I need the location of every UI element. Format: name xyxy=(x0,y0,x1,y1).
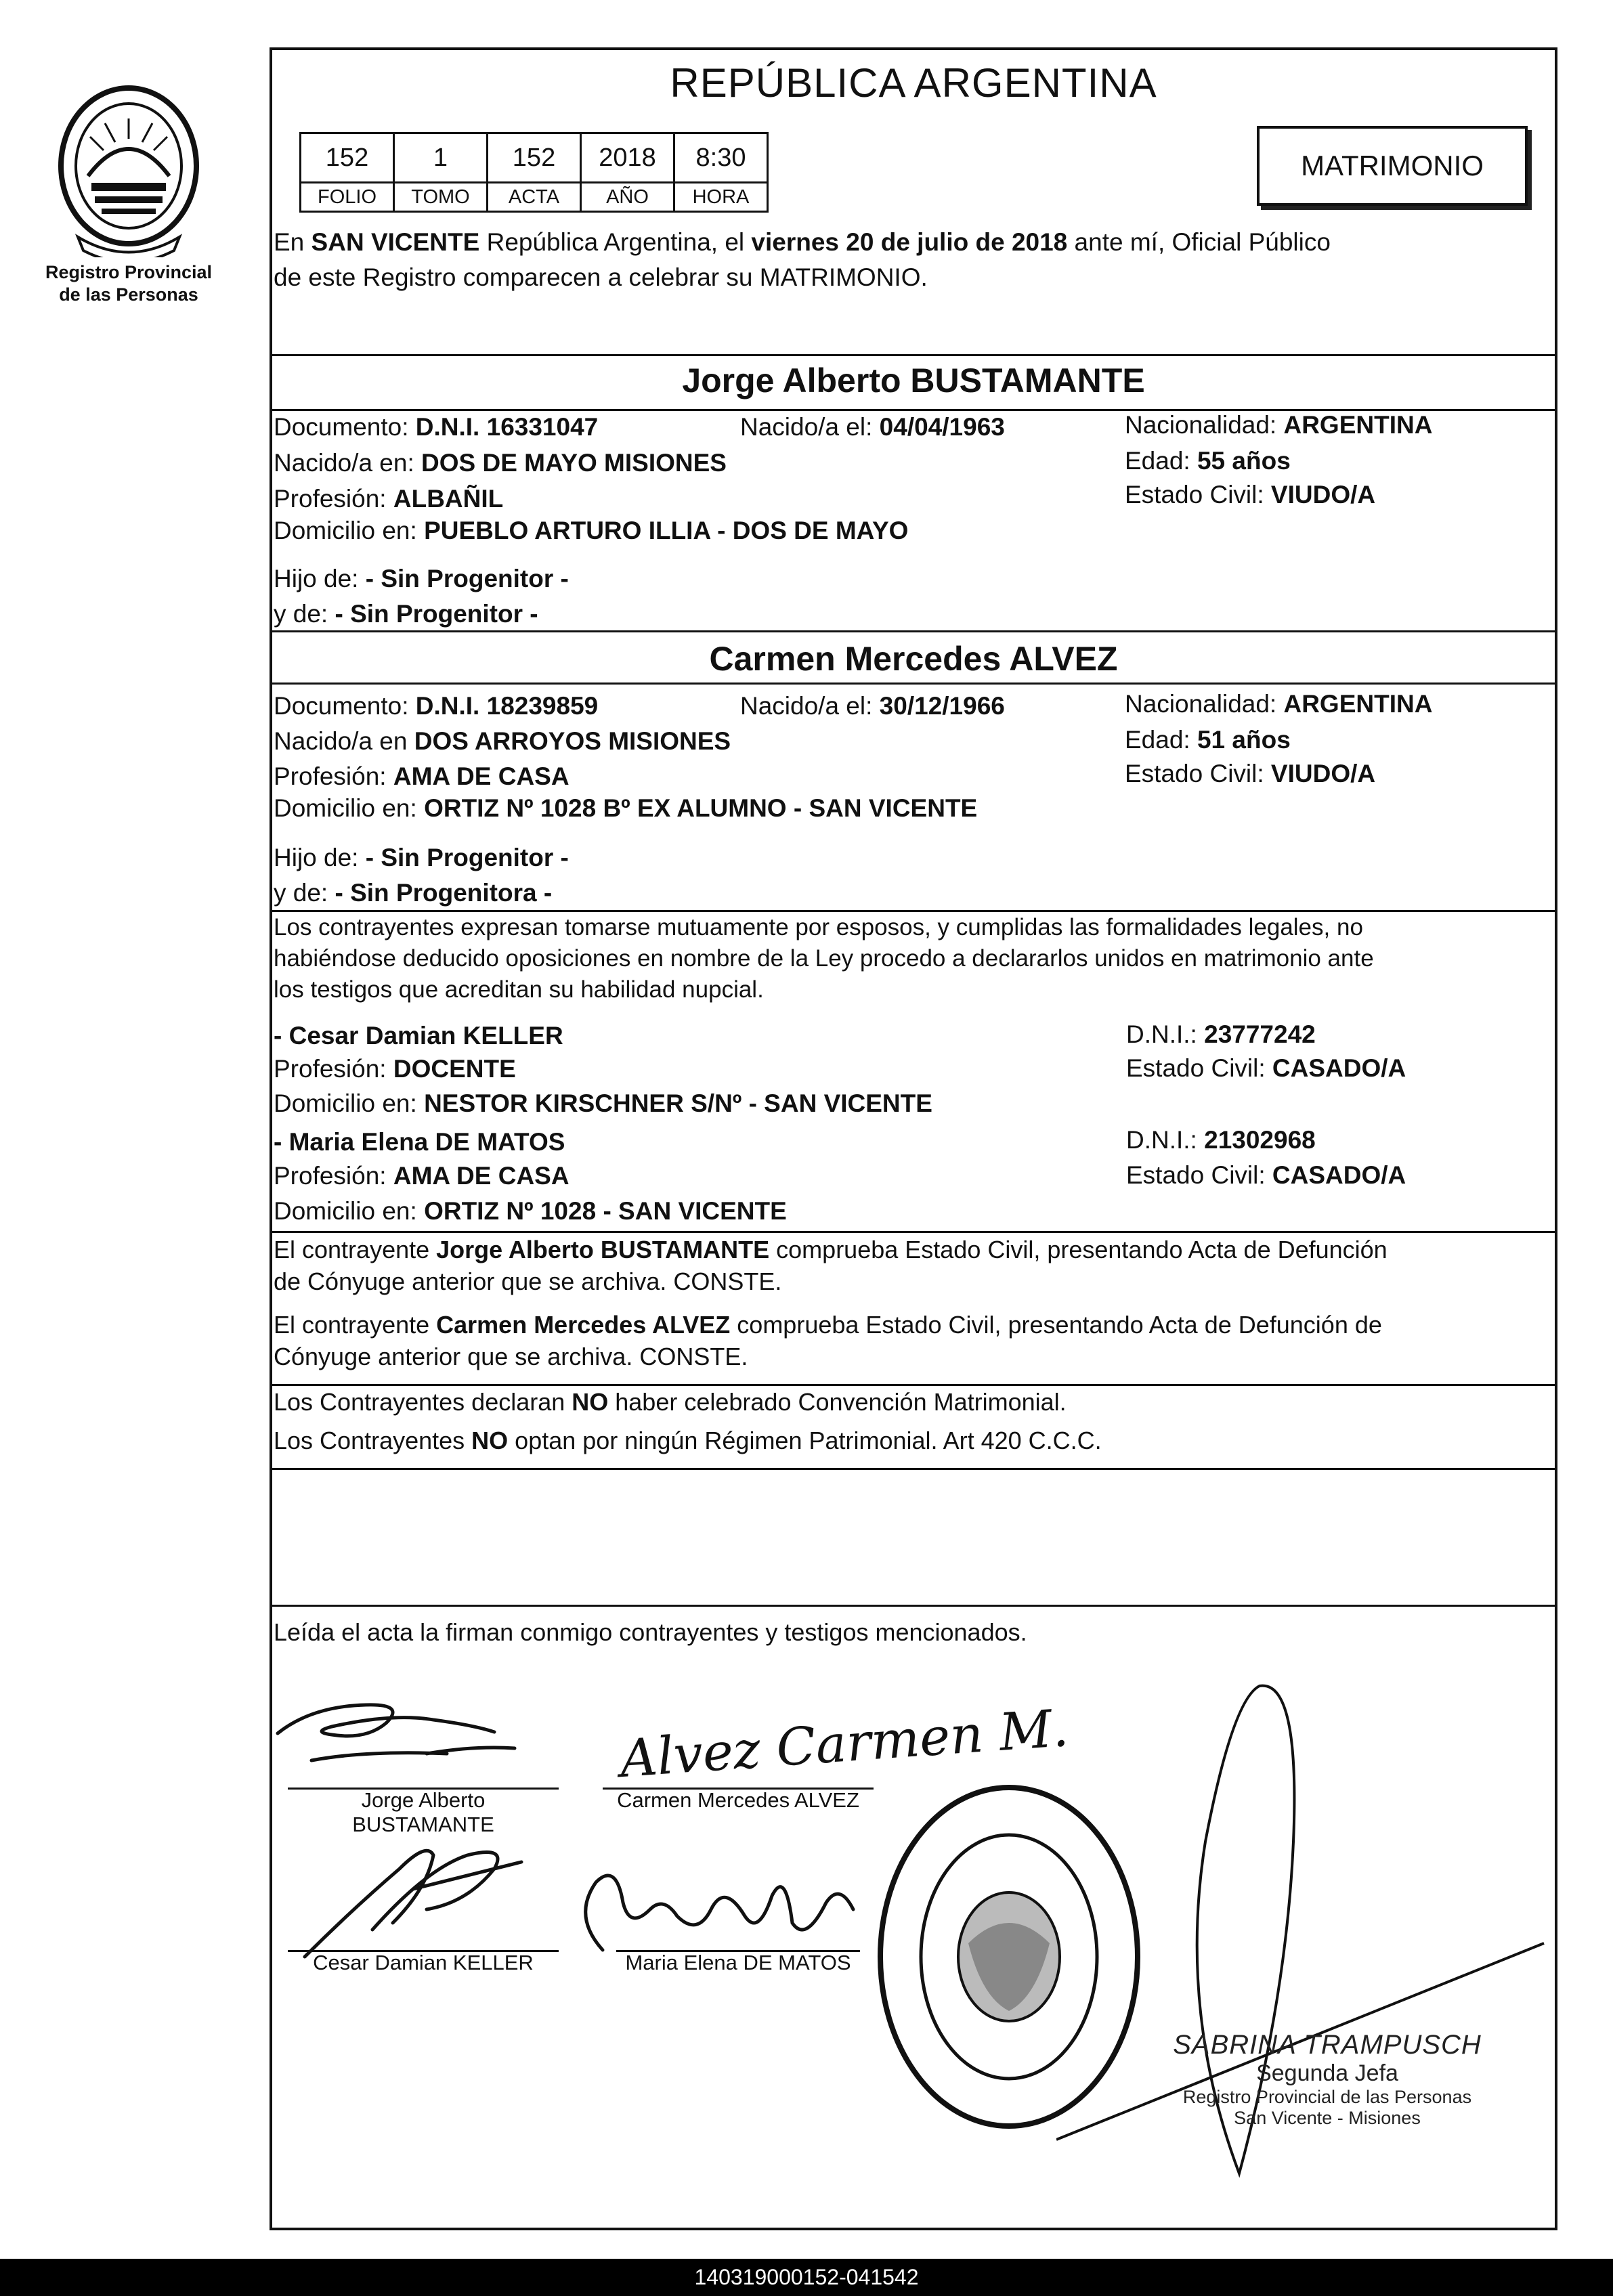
note-2-line-2: Cónyuge anterior que se archiva. CONSTE. xyxy=(274,1343,748,1370)
intro-line-2: de este Registro comparecen a celebrar su MATRIMONIO. xyxy=(274,263,928,291)
signature-alvez-handwriting: Alvez Carmen M. xyxy=(618,1697,1071,1790)
intro-line-1: En SAN VICENTE República Argentina, el viernes 20 de julio de 2018 ante mí, Oficial Público xyxy=(274,228,1331,256)
registry-logo xyxy=(27,81,230,306)
note-1-line-1: El contrayente Jorge Alberto BUSTAMANTE comprueba Estado Civil, presentando Acta de Defunción xyxy=(274,1236,1388,1263)
spouse1-birthplace: Nacido/a en: DOS DE MAYO MISIONES xyxy=(274,449,727,477)
note-1-line-2: de Cónyuge anterior que se archiva. CONSTE. xyxy=(274,1268,782,1295)
logo-caption: Registro Provincial de las Personas xyxy=(45,262,213,305)
spouse1-address: Domicilio en: PUEBLO ARTURO ILLIA - DOS DE MAYO xyxy=(274,517,909,544)
spouse2-name: Carmen Mercedes ALVEZ xyxy=(709,640,1118,678)
note-3: Los Contrayentes declaran NO haber celebrado Convención Matrimonial. xyxy=(274,1388,1067,1416)
spouse1-profession: Profesión: ALBAÑIL xyxy=(274,485,504,513)
tomo-value: 1 xyxy=(394,133,488,183)
spouse2-birthdate: Nacido/a el: 30/12/1966 xyxy=(740,692,1005,720)
note-4: Los Contrayentes NO optan por ningún Régimen Patrimonial. Art 420 C.C.C. xyxy=(274,1427,1102,1454)
signature-caption-keller: Cesar Damian KELLER xyxy=(313,1951,534,1974)
witness2-dni: D.N.I.: 21302968 xyxy=(1126,1126,1316,1154)
witness2-civil-status: Estado Civil: CASADO/A xyxy=(1126,1161,1406,1189)
declaration-line-3: los testigos que acreditan su habilidad nupcial. xyxy=(274,976,764,1003)
official-name: SABRINA TRAMPUSCH xyxy=(1173,2030,1482,2060)
divider xyxy=(270,630,1557,632)
tomo-label: TOMO xyxy=(394,183,488,212)
spouse1-birthdate: Nacido/a el: 04/04/1963 xyxy=(740,413,1005,441)
witness1-civil-status: Estado Civil: CASADO/A xyxy=(1126,1054,1406,1082)
spouse2-parent2: y de: - Sin Progenitora - xyxy=(274,879,553,907)
spouse1-civil-status: Estado Civil: VIUDO/A xyxy=(1125,481,1376,508)
spouse2-civil-status: Estado Civil: VIUDO/A xyxy=(1125,760,1376,787)
year-value: 2018 xyxy=(581,133,674,183)
spouse2-document: Documento: D.N.I. 18239859 xyxy=(274,692,599,720)
year-label: AÑO xyxy=(581,183,674,212)
record-meta-table xyxy=(299,132,769,213)
witness1-name: - Cesar Damian KELLER xyxy=(274,1022,563,1049)
declaration-line-2: habiéndose deducido oposiciones en nombre de la Ley procedo a declararlos unidos en matrimonio ante xyxy=(274,945,1374,972)
signature-keller-icon xyxy=(291,1828,549,1964)
closing-statement: Leída el acta la firman conmigo contrayentes y testigos mencionados. xyxy=(274,1618,1027,1646)
acta-label: ACTA xyxy=(488,183,581,212)
signature-de-matos-icon xyxy=(569,1855,867,1957)
divider xyxy=(270,1384,1557,1386)
official-office: San Vicente - Misiones xyxy=(1234,2108,1421,2128)
spouse1-parent1: Hijo de: - Sin Progenitor - xyxy=(274,565,569,592)
witness1-dni: D.N.I.: 23777242 xyxy=(1126,1020,1316,1048)
spouse2-age: Edad: 51 años xyxy=(1125,726,1291,754)
spouse2-parent1: Hijo de: - Sin Progenitor - xyxy=(274,844,569,871)
signature-caption-alvez: Carmen Mercedes ALVEZ xyxy=(617,1788,859,1812)
page-title: REPÚBLICA ARGENTINA xyxy=(670,60,1157,106)
divider xyxy=(270,1605,1557,1607)
misiones-seal-icon xyxy=(51,81,207,257)
folio-label: FOLIO xyxy=(301,183,394,212)
signature-caption-bustamante: Jorge Alberto BUSTAMANTE xyxy=(352,1788,494,1836)
declaration-line-1: Los contrayentes expresan tomarse mutuamente por esposos, y cumplidas las formalidades legales, no xyxy=(274,914,1363,940)
spouse1-parent2: y de: - Sin Progenitor - xyxy=(274,600,538,628)
spouse1-name: Jorge Alberto BUSTAMANTE xyxy=(682,362,1145,399)
hour-value: 8:30 xyxy=(674,133,768,183)
spouse1-age: Edad: 55 años xyxy=(1125,447,1291,475)
witness2-name: - Maria Elena DE MATOS xyxy=(274,1128,565,1156)
signature-bustamante-icon xyxy=(271,1686,555,1794)
divider xyxy=(270,683,1557,685)
witness1-profession: Profesión: DOCENTE xyxy=(274,1055,516,1083)
document-code: 140319000152-041542 xyxy=(0,2259,1613,2296)
signature-caption-de-matos: Maria Elena DE MATOS xyxy=(625,1951,851,1974)
witness1-address: Domicilio en: NESTOR KIRSCHNER S/Nº - SAN VICENTE xyxy=(274,1089,932,1117)
witness2-profession: Profesión: AMA DE CASA xyxy=(274,1162,569,1190)
divider xyxy=(270,910,1557,912)
official-org: Registro Provincial de las Personas xyxy=(1182,2087,1472,2107)
witness2-address: Domicilio en: ORTIZ Nº 1028 - SAN VICENTE xyxy=(274,1197,787,1225)
acta-value: 152 xyxy=(488,133,581,183)
official-signature-block xyxy=(1165,2030,1490,2129)
spouse1-nationality: Nacionalidad: ARGENTINA xyxy=(1125,411,1433,439)
spouse1-document: Documento: D.N.I. 16331047 xyxy=(274,413,599,441)
official-role: Segunda Jefa xyxy=(1256,2060,1398,2086)
note-2-line-1: El contrayente Carmen Mercedes ALVEZ comprueba Estado Civil, presentando Acta de Defunción de xyxy=(274,1311,1382,1339)
divider xyxy=(270,1468,1557,1470)
hour-label: HORA xyxy=(674,183,768,212)
spouse2-profession: Profesión: AMA DE CASA xyxy=(274,762,569,790)
folio-value: 152 xyxy=(301,133,394,183)
spouse2-address: Domicilio en: ORTIZ Nº 1028 Bº EX ALUMNO - SAN VICENTE xyxy=(274,794,978,822)
divider xyxy=(270,354,1557,356)
spouse2-birthplace: Nacido/a en DOS ARROYOS MISIONES xyxy=(274,727,731,755)
record-type-box: MATRIMONIO xyxy=(1257,126,1528,206)
spouse2-nationality: Nacionalidad: ARGENTINA xyxy=(1125,690,1433,718)
divider xyxy=(270,1231,1557,1233)
